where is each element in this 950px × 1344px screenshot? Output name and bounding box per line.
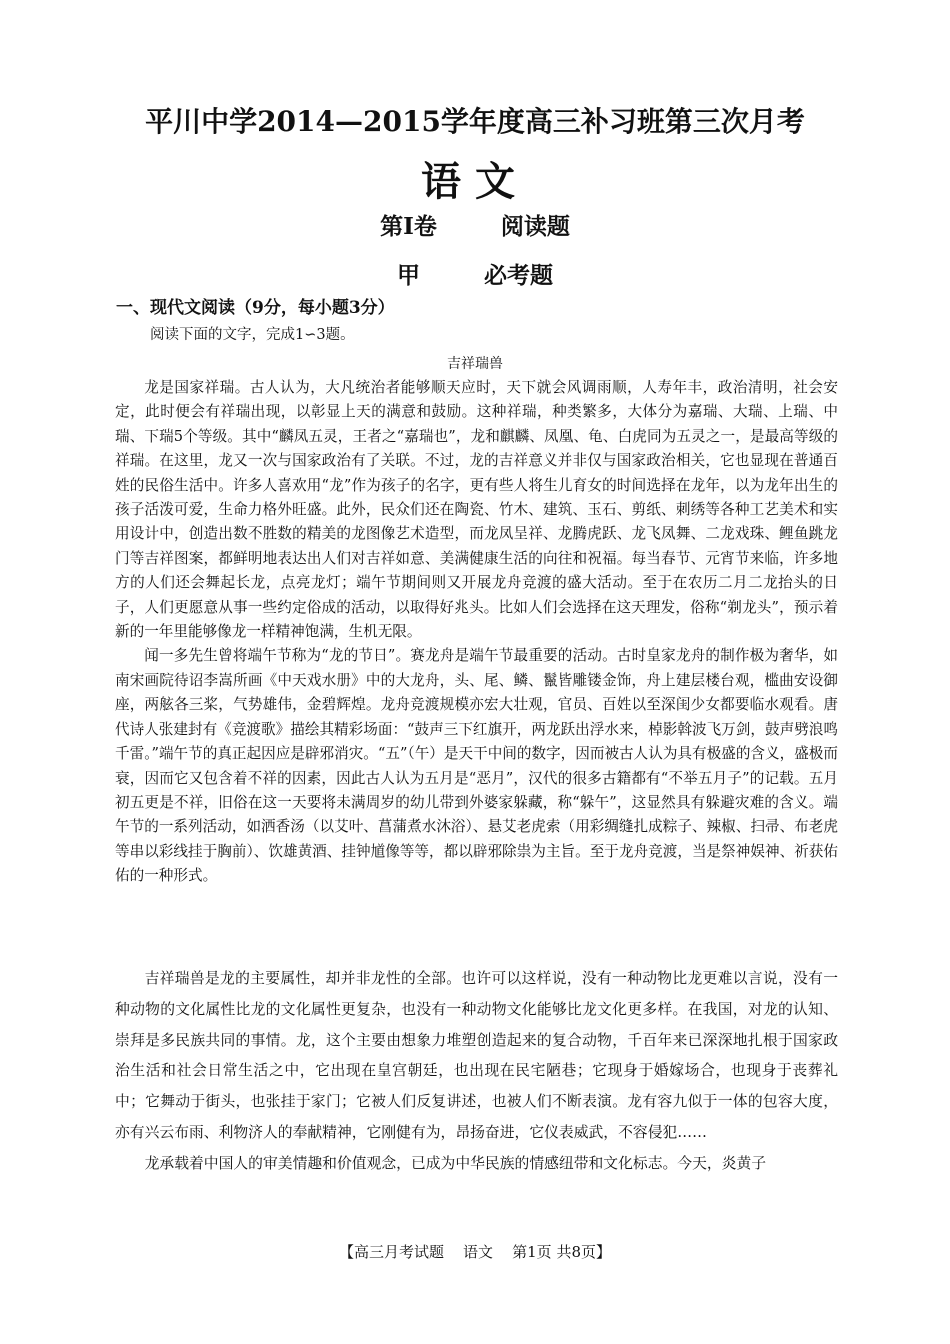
part-heading: 一、现代文阅读（9分，每小题3分） [116,298,395,318]
page-footer: 【高三月考试题 语文 第1页 共8页】 [338,1243,611,1261]
passage-body-top [115,376,838,889]
exam-title: 平川中学2014—2015学年度高三补习班第三次月考 [145,105,805,138]
subject-title: 语文 [421,158,529,205]
section-heading: 甲 必考题 [396,262,554,289]
reading-instruction: 阅读下面的文字，完成1∽3题。 [150,327,355,343]
passage-body-bottom [115,964,838,1180]
passage-paragraph-1: 龙是国家祥瑞。古人认为，大凡统治者能够顺天应时，天下就会风调雨顺，人寿年丰，政治清明，社会安定，此时便会有祥瑞出现，以彰显上天的满意和鼓励。这种祥瑞，种类繁多，大体分为嘉瑞、大瑞、上瑞、中瑞、下瑞5个等级。其中“麟凤五灵，王者之“嘉瑞也”，龙和麒麟、凤凰、龟、白虎同为五灵之一，是最高等级的祥瑞。在这里，龙又一次与国家政治有了关联。不过，龙的吉祥意义并非仅与国家政治相关，它也显现在普通百姓的民俗生活中。许多人喜欢用“龙”作为孩子的名字，更有些人将生儿育女的时间选择在龙年，以为龙年出生的孩子活泼可爱，生命力格外旺盛。此外，民众们还在陶瓷、竹木、建筑、玉石、剪纸、刺绣等各种工艺美术和实用设计中，创造出数不胜数的精美的龙图像艺术造型，而龙凤呈祥、龙腾虎跃、龙飞凤舞、二龙戏珠、鲤鱼跳龙门等吉祥图案，都鲜明地表达出人们对吉祥如意、美满健康生活的向往和祝福。每当春节、元宵节来临，许多地方的人们还会舞起长龙，点亮龙灯；端午节期间则又开展龙舟竞渡的盛大活动。至于在农历二月二龙抬头的日子，人们更愿意从事一些约定俗成的活动，以取得好兆头。比如人们会选择在这天理发，俗称“剃龙头”，预示着新的一年里能够像龙一样精神饱满，生机无限。 [115,379,838,641]
passage-paragraph-4: 龙承载着中国人的审美情趣和价值观念，已成为中华民族的情感纽带和文化标志。今天，炎黄子 [144,1154,767,1172]
passage-paragraph-3: 吉祥瑞兽是龙的主要属性，却并非龙性的全部。也许可以这样说，没有一种动物比龙更难以言说，没有一种动物的文化属性比龙的文化属性更复杂，也没有一种动物文化能够比龙文化更多样。在我国，对龙的认知、崇拜是多民族共同的事情。龙，这个主要由想象力堆塑创造起来的复合动物，千百年来已深深地扎根于国家政治生活和社会日常生活之中，它出现在皇宫朝廷，也出现在民宅陋巷；它现身于婚嫁场合，也现身于丧葬礼中；它舞动于街头，也张挂于家门；它被人们反复讲述，也被人们不断表演。龙有容九似于一体的包容大度，亦有兴云布雨、利物济人的奉献精神，它刚健有为，昂扬奋进，它仪表威武，不容侵犯…… [115,970,838,1141]
volume-heading: 第Ⅰ卷 阅读题 [380,213,570,240]
passage-title: 吉祥瑞兽 [447,356,503,372]
passage-paragraph-2: 闻一多先生曾将端午节称为“龙的节日”。赛龙舟是端午节最重要的活动。古时皇家龙舟的制作极为奢华，如南宋画院待诏李嵩所画《中天戏水册》中的大龙舟，头、尾、鳞、鬣皆雕镂金饰，舟上建层楼台观，槛曲安设御座，两舷各三桨，气势雄伟，金碧辉煌。龙舟竞渡规模亦宏大壮观，官员、百姓以至深闺少女都要临水观看。唐代诗人张建封有《竞渡歌》描绘其精彩场面：“鼓声三下红旗开，两龙跃出浮水来，棹影斡波飞万剑，鼓声劈浪鸣千雷。”端午节的真正起因应是辟邪消灾。“五”（午）是天干中间的数字，因而被古人认为具有极盛的含义，盛极而衰，因而它又包含着不祥的因素，因此古人认为五月是“恶月”，汉代的很多古籍都有“不举五月子”的记载。五月初五更是不祥，旧俗在这一天要将未满周岁的幼儿带到外婆家躲藏，称“躲午”，这显然具有躲避灾难的含义。端午节的一系列活动，如洒香汤（以艾叶、菖蒲煮水沐浴）、悬艾老虎索（用彩绸缝扎成粽子、辣椒、扫帚、布老虎等串以彩线挂于胸前）、饮雄黄酒、挂钟馗像等等，都以辟邪除祟为主旨。至于龙舟竞渡，当是祭神娱神、祈获佑佑的一种形式。 [115,647,838,885]
